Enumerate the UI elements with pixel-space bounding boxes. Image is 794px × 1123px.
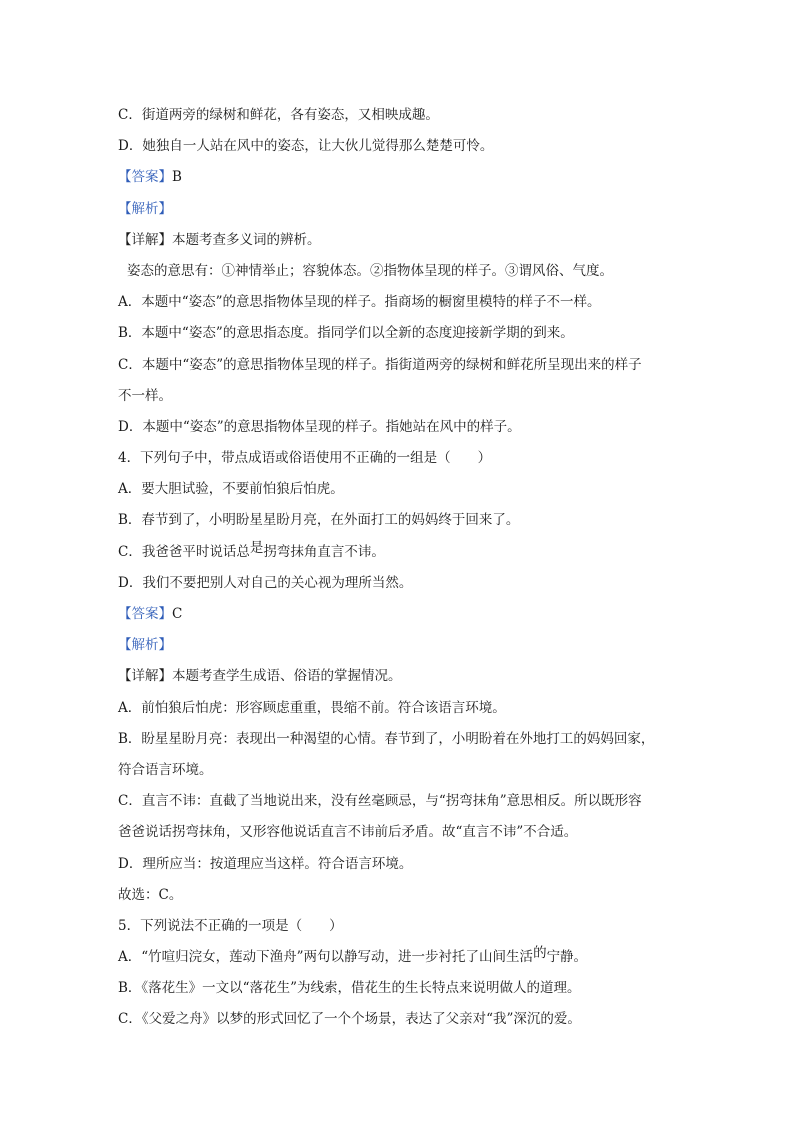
q5-option-b: B．《落花生》一文以“落花生”为线索，借花生的生长特点来说明做人的道理。: [118, 980, 581, 997]
answer-value: C: [172, 606, 183, 622]
q5-option-a: [118, 944, 718, 975]
answer-label: 【答案】: [118, 169, 172, 186]
q4-answer: [118, 601, 718, 632]
q5-stem: 5．下列说法不正确的一项是（ ）: [118, 917, 343, 934]
q3-analysis-c-line2: 不一样。: [118, 387, 172, 404]
q4-analysis-label: 【解析】: [118, 637, 172, 654]
q4-conclusion: 故选：C。: [118, 886, 183, 903]
q3-analysis-a: A．本题中“姿态”的意思指物体呈现的样子。指商场的橱窗里模特的样子不一样。: [118, 294, 601, 311]
q4-option-c: [118, 539, 718, 570]
q4-stem: 4．下列句子中，带点成语或俗语使用不正确的一组是（ ）: [118, 450, 492, 467]
detail-label: 【详解】: [118, 668, 172, 685]
q4-detail: [118, 663, 718, 694]
q4-analysis-c-line2: 爸爸说话拐弯抹角，又形容他说话直言不讳前后矛盾。故“直言不讳”不合适。: [118, 824, 578, 841]
option-c-raised-char: 是: [249, 539, 264, 556]
q3-detail: [118, 227, 718, 258]
q3-meaning: 姿态的意思有：①神情举止；容貌体态。②指物体呈现的样子。③谓风俗、气度。: [127, 262, 613, 279]
option-a-text-end: 宁静。: [546, 949, 588, 966]
q4-option-b: B．春节到了，小明盼星星盼月亮，在外面打工的妈妈终于回来了。: [118, 512, 520, 529]
option-c-text-start: C．我爸爸平时说话总: [118, 543, 250, 560]
detail-text: 本题考查学生成语、俗语的掌握情况。: [172, 668, 402, 685]
q3-answer: [118, 164, 718, 195]
q3-analysis-d: D．本题中“姿态”的意思指物体呈现的样子。指她站在风中的样子。: [118, 418, 521, 435]
q4-analysis-b-line2: 符合语言环境。: [118, 761, 213, 778]
q4-analysis-b-line1: B．盼星星盼月亮：表现出一种渴望的心情。春节到了，小明盼着在外地打工的妈妈回家，: [118, 730, 655, 747]
option-a-raised-char: 的: [533, 945, 547, 962]
q4-option-a: A．要大胆试验，不要前怕狼后怕虎。: [118, 481, 344, 498]
document-page: [118, 102, 718, 1038]
q4-analysis-a: A．前怕狼后怕虎：形容顾虑重重，畏缩不前。符合该语言环境。: [118, 699, 506, 716]
q4-analysis-c-line1: C．直言不讳：直截了当地说出来，没有丝毫顾忌，与“拐弯抹角”意思相反。所以既形容: [118, 793, 642, 810]
q5-option-c: C．《父爱之舟》以梦的形式回忆了一个个场景，表达了父亲对“我”深沉的爱。: [118, 1011, 581, 1028]
answer-value: B: [172, 169, 182, 186]
option-c-text-end: 拐弯抹角直言不讳。: [263, 543, 385, 560]
q3-analysis-label: 【解析】: [118, 200, 172, 217]
q3-option-d: D．她独自一人站在风中的姿态，让大伙儿觉得那么楚楚可怜。: [118, 138, 494, 155]
q3-analysis-b: B．本题中“姿态”的意思指态度。指同学们以全新的态度迎接新学期的到来。: [118, 325, 574, 342]
q3-option-c: C．街道两旁的绿树和鲜花，各有姿态，又相映成趣。: [118, 107, 439, 123]
q4-analysis-d: D．理所应当：按道理应当这样。符合语言环境。: [118, 855, 413, 872]
answer-label: 【答案】: [118, 606, 172, 622]
detail-text: 本题考查多义词的辨析。: [172, 231, 321, 248]
q4-option-d: D．我们不要把别人对自己的关心视为理所当然。: [118, 574, 413, 591]
option-a-text-start: A．“竹喧归浣女，莲动下渔舟”两句以静写动，进一步衬托了山间生活: [118, 949, 534, 966]
q3-analysis-c-line1: C．本题中“姿态”的意思指物体呈现的样子。指街道两旁的绿树和鲜花所呈现出来的样子: [118, 356, 642, 373]
detail-label: 【详解】: [118, 231, 172, 248]
